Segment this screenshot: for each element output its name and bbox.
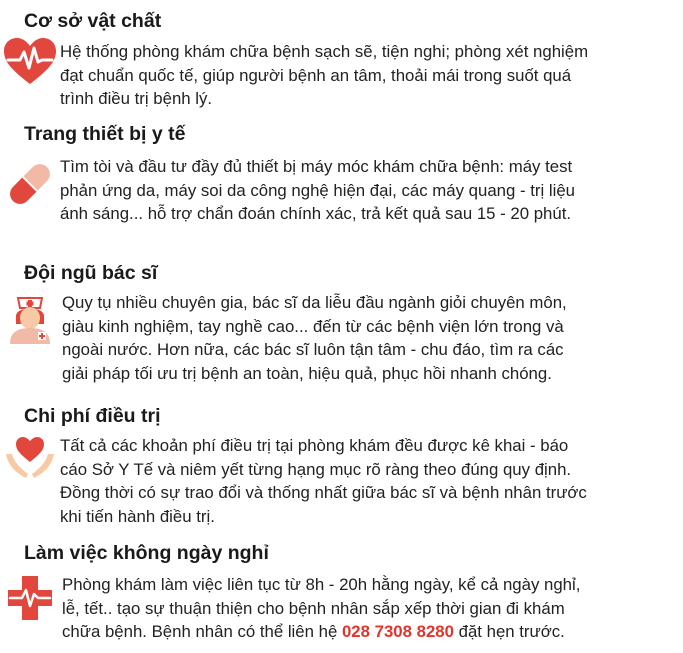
text-line: cáo Sở Y Tế và niêm yết từng hạng mục rõ ràng theo đúng quy định. [60, 459, 572, 479]
text-line: đạt chuẩn quốc tế, giúp người bệnh an tâm, thoải mái trong suốt quá [60, 65, 572, 85]
section-title: Đội ngũ bác sĩ [24, 262, 158, 284]
section-text [60, 155, 575, 226]
section-title: Cơ sở vật chất [24, 10, 162, 32]
text-line: trình điều trị bệnh lý. [60, 89, 213, 108]
text-line: Đồng thời có sự trao đổi và thống nhất giữa bác sĩ và bệnh nhân trước [60, 483, 587, 502]
section-text [60, 40, 588, 111]
text-line: Hệ thống phòng khám chữa bệnh sạch sẽ, tiện nghi; phòng xét nghiệm [60, 42, 589, 61]
section-text [62, 291, 567, 385]
text-suffix: đặt hẹn trước. [453, 622, 565, 641]
text-line: ngoài nước. Hơn nữa, các bác sĩ luôn tận tâm - chu đáo, tìm ra các [62, 340, 564, 359]
text-prefix: chữa bệnh. Bệnh nhân có thể liên hệ [62, 622, 342, 641]
text-line: Tất cả các khoản phí điều trị tại phòng khám đều được kê khai - báo [60, 436, 569, 455]
text-line: khi tiến hành điều trị. [60, 506, 215, 526]
medical-cross-icon [2, 570, 58, 626]
text-line: Quy tụ nhiều chuyên gia, bác sĩ da liễu đầu ngành giỏi chuyên môn, [62, 293, 567, 312]
text-line: phản ứng da, máy soi da công nghệ hiện đại, các máy quang - trị liệu [60, 180, 575, 200]
text-line [62, 620, 580, 644]
section-title: Làm việc không ngày nghỉ [24, 542, 269, 564]
heart-in-hands-icon [2, 428, 58, 484]
text-line: giàu kinh nghiệm, tay nghề cao... đến từ các bệnh viện lớn trong và [62, 316, 564, 336]
text-line: lễ, tết.. tạo sự thuận thiện cho bệnh nhân sắp xếp thời gian đi khám [62, 598, 565, 618]
nurse-icon [2, 288, 58, 344]
phone-number-link[interactable]: 028 7308 8280 [341, 622, 454, 641]
heart-pulse-icon [2, 34, 58, 90]
text-line: Phòng khám làm việc liên tục từ 8h - 20h hằng ngày, kể cả ngày nghỉ, [62, 575, 581, 594]
section-text [60, 434, 587, 528]
section-text [62, 573, 580, 644]
section-title: Trang thiết bị y tế [24, 123, 186, 145]
text-line: ánh sáng... hỗ trợ chẩn đoán chính xác, trả kết quả sau 15 - 20 phút. [60, 204, 572, 223]
text-line: giải pháp tối ưu trị bệnh an toàn, hiệu quả, phục hồi nhanh chóng. [62, 363, 552, 383]
section-title: Chi phí điều trị [24, 405, 161, 427]
pill-capsule-icon [2, 156, 58, 212]
text-line: Tìm tòi và đầu tư đầy đủ thiết bị máy móc khám chữa bệnh: máy test [60, 157, 573, 176]
